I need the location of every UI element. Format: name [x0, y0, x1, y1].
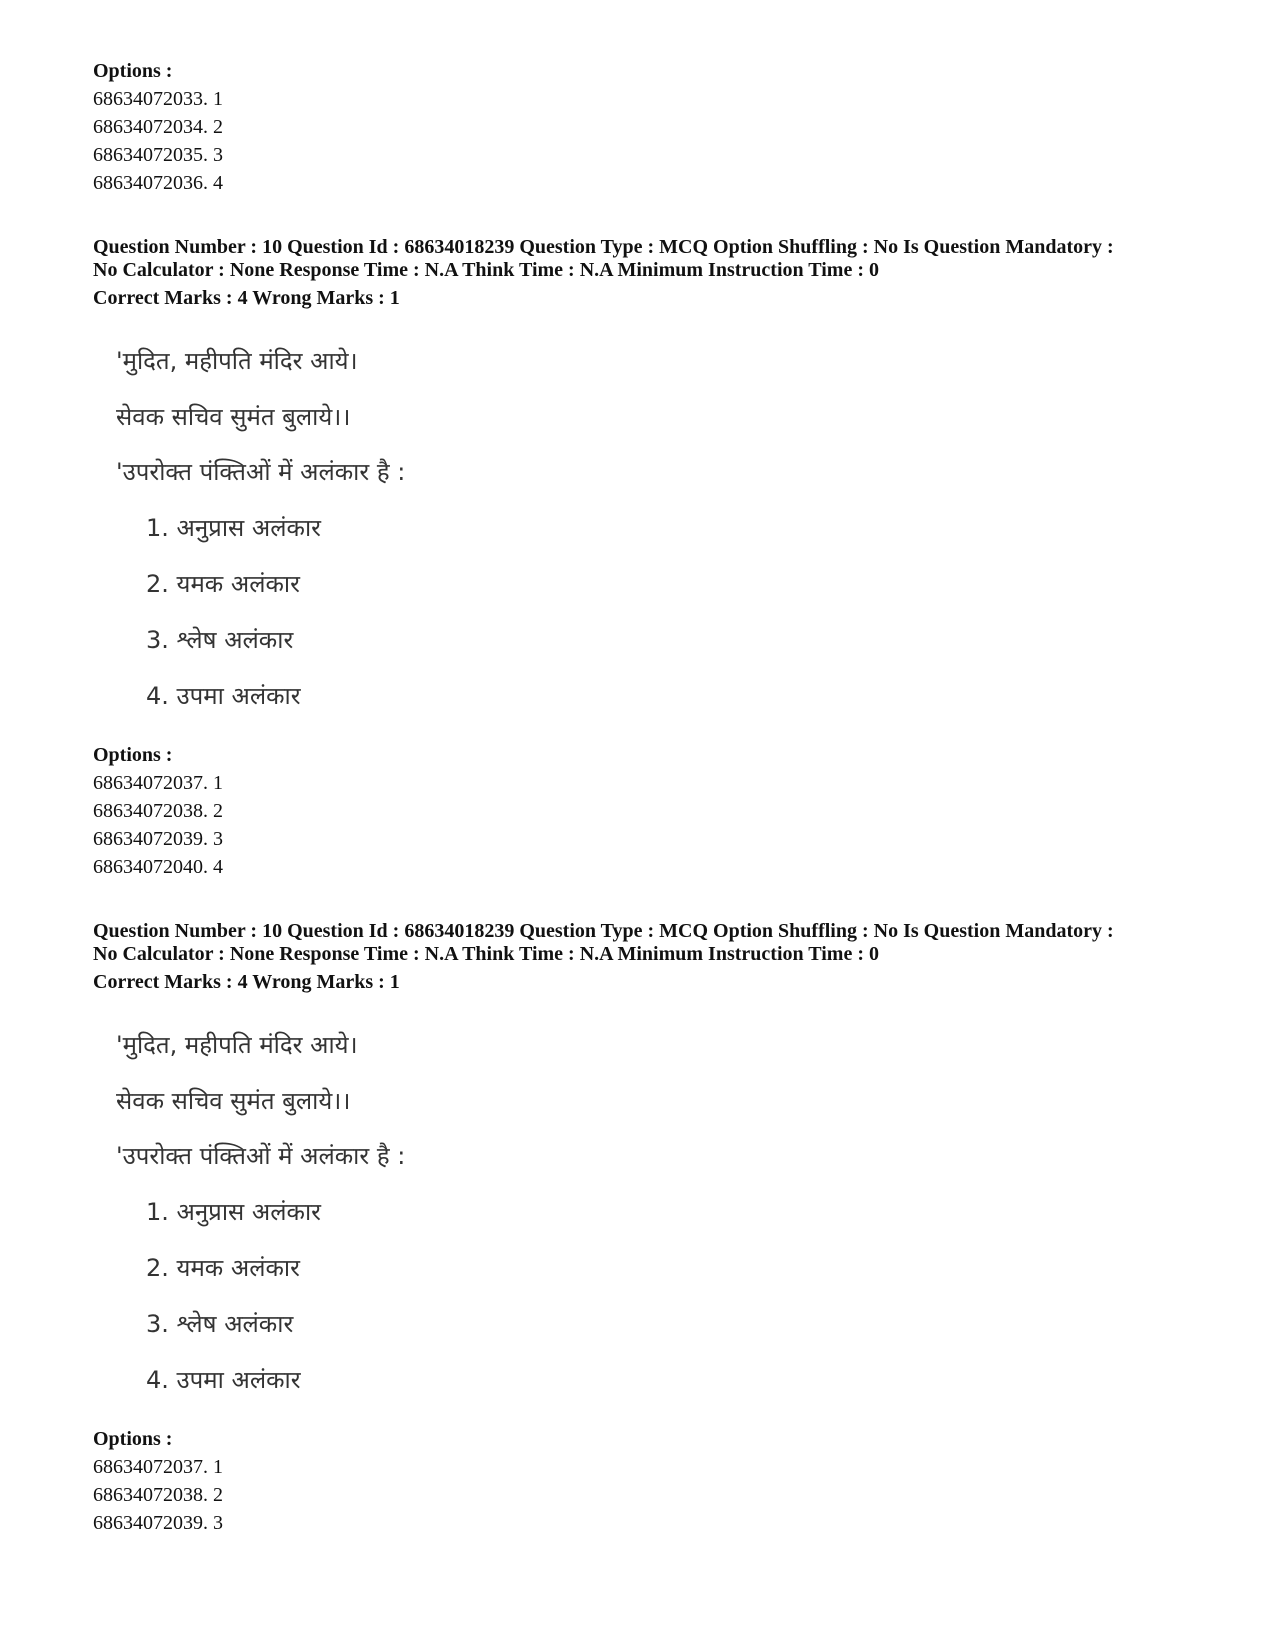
choice-item: 2. यमक अलंकार — [146, 570, 300, 598]
option-item: 68634072039. 3 — [93, 828, 223, 850]
option-item: 68634072038. 2 — [93, 800, 223, 822]
choice-item: 3. श्लेष अलंकार — [146, 1310, 294, 1338]
options-label: Options : — [93, 1428, 173, 1450]
choice-item: 2. यमक अलंकार — [146, 1254, 300, 1282]
verse-line-1: 'मुदित, महीपति मंदिर आये। — [116, 347, 358, 375]
choice-item: 1. अनुप्रास अलंकार — [146, 514, 321, 542]
option-item: 68634072037. 1 — [93, 772, 223, 794]
choice-item: 4. उपमा अलंकार — [146, 1366, 301, 1394]
option-item: 68634072039. 3 — [93, 1512, 223, 1534]
verse-line-2: सेवक सचिव सुमंत बुलाये।। — [116, 1087, 351, 1115]
question-header-line1: Question Number : 10 Question Id : 68634018239 Question Type : MCQ Option Shuffling : No Is Question Mandatory : — [93, 920, 1114, 942]
option-item: 68634072036. 4 — [93, 172, 223, 194]
question-header-line1: Question Number : 10 Question Id : 68634018239 Question Type : MCQ Option Shuffling : No Is Question Mandatory : — [93, 236, 1114, 258]
option-item: 68634072035. 3 — [93, 144, 223, 166]
question-header-line2: No Calculator : None Response Time : N.A Think Time : N.A Minimum Instruction Time : 0 — [93, 259, 879, 281]
option-item: 68634072038. 2 — [93, 1484, 223, 1506]
question-marks: Correct Marks : 4 Wrong Marks : 1 — [93, 287, 400, 309]
option-item: 68634072033. 1 — [93, 88, 223, 110]
question-prompt: 'उपरोक्त पंक्तिओं में अलंकार है : — [116, 458, 406, 486]
options-label: Options : — [93, 60, 173, 82]
question-prompt: 'उपरोक्त पंक्तिओं में अलंकार है : — [116, 1142, 406, 1170]
choice-item: 4. उपमा अलंकार — [146, 682, 301, 710]
choice-item: 1. अनुप्रास अलंकार — [146, 1198, 321, 1226]
option-item: 68634072037. 1 — [93, 1456, 223, 1478]
verse-line-2: सेवक सचिव सुमंत बुलाये।। — [116, 403, 351, 431]
options-label: Options : — [93, 744, 173, 766]
choice-item: 3. श्लेष अलंकार — [146, 626, 294, 654]
verse-line-1: 'मुदित, महीपति मंदिर आये। — [116, 1031, 358, 1059]
option-item: 68634072040. 4 — [93, 856, 223, 878]
question-marks: Correct Marks : 4 Wrong Marks : 1 — [93, 971, 400, 993]
question-header-line2: No Calculator : None Response Time : N.A Think Time : N.A Minimum Instruction Time : 0 — [93, 943, 879, 965]
option-item: 68634072034. 2 — [93, 116, 223, 138]
